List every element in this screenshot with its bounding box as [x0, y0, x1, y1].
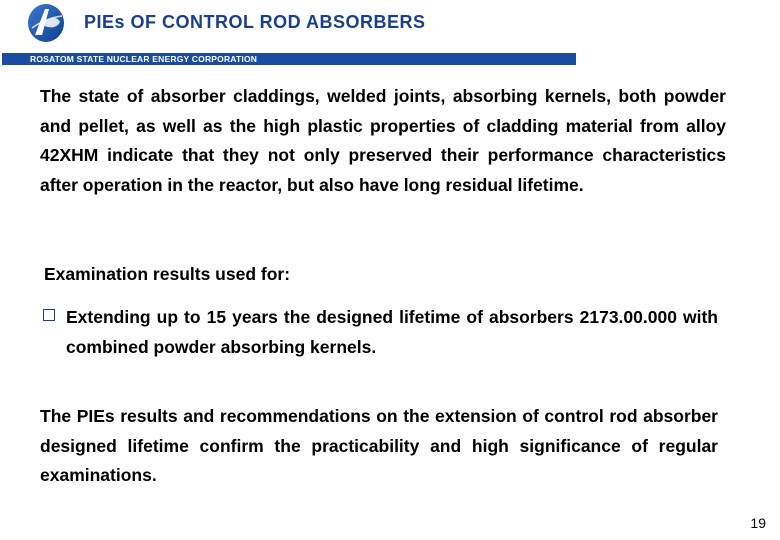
rosatom-logo-icon — [26, 2, 66, 44]
page-number: 19 — [750, 515, 766, 531]
checkbox-bullet-icon — [43, 309, 55, 321]
paragraph-absorber-state: The state of absorber claddings, welded joints, absorbing kernels, both powder and pellet, as well as the high plastic properties of cladding material from alloy 42XHM indicate that they not only preserved their performance characteristics after operation in the reactor, but also have long residual lifetime. — [40, 86, 726, 195]
page-title: PIEs OF CONTROL ROD ABSORBERS — [84, 12, 426, 32]
bullet-item-text: Extending up to 15 years the designed lifetime of absorbers 2173.00.000 with combined powder absorbing kernels. — [66, 307, 718, 357]
corporation-banner: ROSATOM STATE NUCLEAR ENERGY CORPORATION — [2, 53, 576, 65]
paragraph-conclusion: The PIEs results and recommendations on the extension of control rod absorber designed lifetime confirm the practicability and high significance of regular examinations. — [40, 406, 718, 485]
examination-results-heading: Examination results used for: — [44, 264, 291, 284]
bullet-item — [42, 303, 718, 362]
